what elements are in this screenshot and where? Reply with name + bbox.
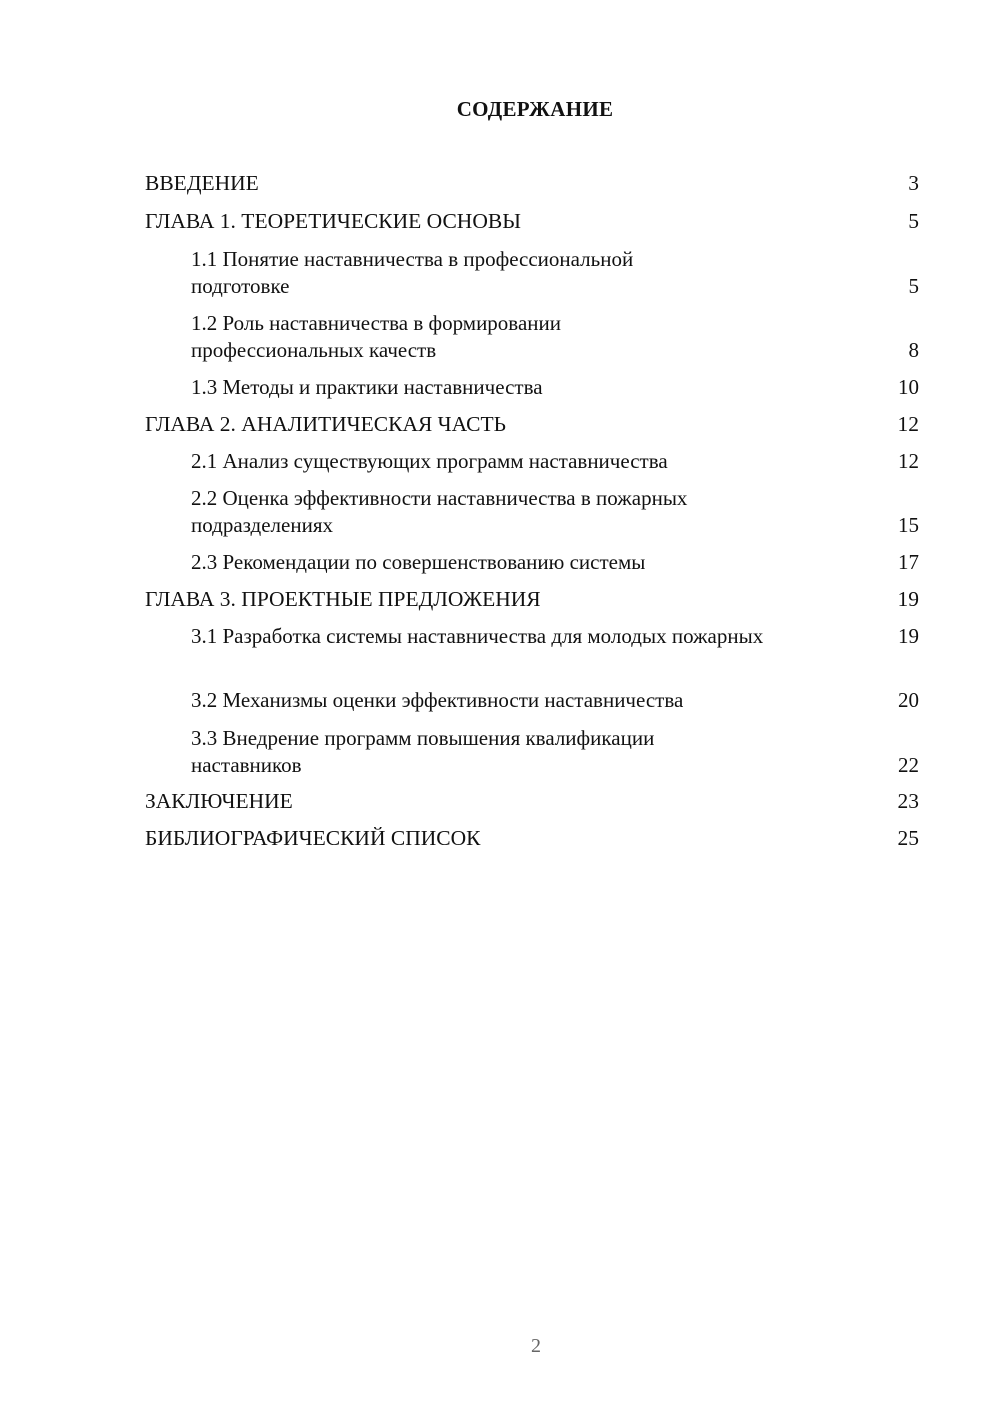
toc-entry-label: 2.3 Рекомендации по совершенствованию системы (191, 550, 646, 574)
toc-title: СОДЕРЖАНИЕ (456, 97, 614, 121)
toc-entry-page: 8 (908, 338, 919, 362)
toc-entry-page: 3 (908, 171, 919, 195)
toc-entry-section-3-3[interactable] (191, 725, 919, 779)
toc-entry-page: 5 (908, 274, 919, 298)
toc-entry-page: 23 (897, 789, 919, 813)
toc-entry-page: 5 (908, 209, 919, 233)
toc-entry-label: 2.2 Оценка эффективности наставничества в пожарных подразделениях (191, 486, 688, 537)
toc-entry-introduction[interactable] (145, 170, 919, 197)
toc-entry-page: 12 (898, 449, 919, 473)
toc-entry-page: 25 (897, 826, 919, 850)
toc-entry-section-2-2[interactable] (191, 485, 919, 539)
toc-entry-section-3-2[interactable] (191, 687, 919, 714)
toc-entry-label: 3.1 Разработка системы наставничества для молодых пожарных (191, 624, 764, 648)
toc-entry-section-1-1[interactable] (191, 246, 919, 300)
toc-entry-page: 12 (897, 412, 919, 436)
toc-entry-label: 1.2 Роль наставничества в формировании профессиональных качеств (191, 311, 561, 362)
toc-entry-chapter-3[interactable] (145, 586, 919, 613)
toc-entry-section-3-1[interactable] (191, 623, 919, 650)
toc-entry-label: 3.3 Внедрение программ повышения квалификации наставников (191, 726, 655, 777)
toc-entry-page: 22 (898, 753, 919, 777)
toc-entry-section-1-3[interactable] (191, 374, 919, 401)
toc-entry-label: ГЛАВА 1. ТЕОРЕТИЧЕСКИЕ ОСНОВЫ (145, 209, 521, 233)
toc-entry-bibliography[interactable] (145, 825, 919, 852)
toc-entry-label: 2.1 Анализ существующих программ наставничества (191, 449, 668, 473)
toc-entry-label: ГЛАВА 2. АНАЛИТИЧЕСКАЯ ЧАСТЬ (145, 412, 506, 436)
toc-entry-label: ВВЕДЕНИЕ (145, 171, 259, 195)
toc-entry-section-2-3[interactable] (191, 549, 919, 576)
toc-entry-page: 17 (898, 550, 919, 574)
toc-entry-page: 19 (897, 587, 919, 611)
toc-entry-conclusion[interactable] (145, 788, 919, 815)
toc-entry-page: 20 (898, 688, 919, 712)
toc-entry-label: 1.1 Понятие наставничества в профессиональной подготовке (191, 247, 634, 298)
toc-entry-chapter-2[interactable] (145, 411, 919, 438)
toc-entry-label: 3.2 Механизмы оценки эффективности наставничества (191, 688, 684, 712)
toc-entry-chapter-1[interactable] (145, 208, 919, 235)
toc-entry-label: ЗАКЛЮЧЕНИЕ (145, 789, 293, 813)
toc-entry-section-1-2[interactable] (191, 310, 919, 364)
toc-entry-label: ГЛАВА 3. ПРОЕКТНЫЕ ПРЕДЛОЖЕНИЯ (145, 587, 541, 611)
toc-entry-page: 15 (898, 513, 919, 537)
toc-entry-label: 1.3 Методы и практики наставничества (191, 375, 543, 399)
toc-entry-page: 10 (898, 375, 919, 399)
toc-entry-section-2-1[interactable] (191, 448, 919, 475)
toc-entry-page: 19 (898, 624, 919, 648)
toc-entry-label: БИБЛИОГРАФИЧЕСКИЙ СПИСОК (145, 826, 481, 850)
page-number: 2 (531, 1335, 541, 1357)
